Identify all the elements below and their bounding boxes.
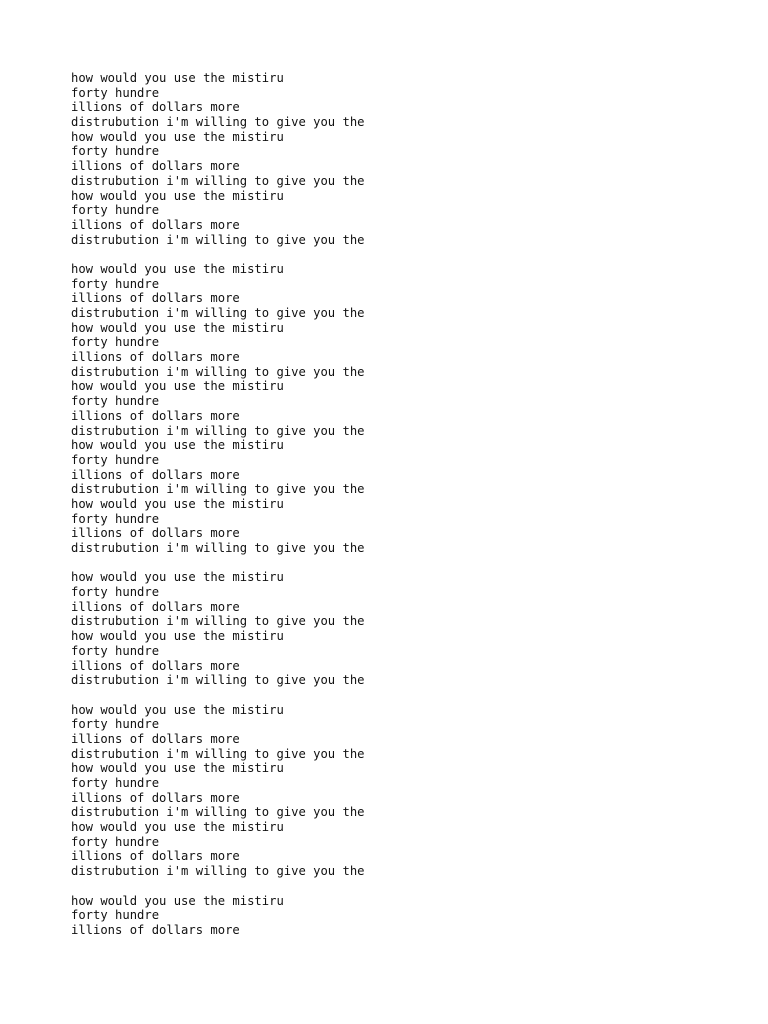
text-line: forty hundre <box>71 643 160 658</box>
text-line: how would you use the mistiru <box>71 761 284 776</box>
text-line: how would you use the mistiru <box>71 496 284 511</box>
text-line: how would you use the mistiru <box>71 702 284 717</box>
text-line: distrubution i'm willing to give you the <box>71 423 365 438</box>
text-block <box>71 894 711 938</box>
text-block <box>71 262 711 556</box>
text-line: forty hundre <box>71 717 160 732</box>
text-line: how would you use the mistiru <box>71 893 284 908</box>
text-line: illions of dollars more <box>71 467 240 482</box>
text-line: illions of dollars more <box>71 291 240 306</box>
text-line: forty hundre <box>71 203 160 218</box>
text-line: forty hundre <box>71 335 160 350</box>
text-line: how would you use the mistiru <box>71 71 284 85</box>
text-line: distrubution i'm willing to give you the <box>71 232 365 247</box>
text-line: forty hundre <box>71 452 160 467</box>
text-line: forty hundre <box>71 776 160 790</box>
document-page <box>71 71 711 938</box>
text-line: illions of dollars more <box>71 100 240 115</box>
text-line: forty hundre <box>71 511 160 526</box>
text-line: how would you use the mistiru <box>71 438 284 453</box>
text-line: how would you use the mistiru <box>71 188 284 203</box>
paragraph-gap <box>71 688 711 703</box>
text-line: distrubution i'm willing to give you the <box>71 482 365 497</box>
text-line: distrubution i'm willing to give you the <box>71 173 365 188</box>
text-block <box>71 703 711 879</box>
text-line: how would you use the mistiru <box>71 129 284 144</box>
text-line: how would you use the mistiru <box>71 820 284 835</box>
text-line: forty hundre <box>71 585 160 600</box>
text-line: illions of dollars more <box>71 731 240 746</box>
text-line: distrubution i'm willing to give you the <box>71 673 365 688</box>
text-line: forty hundre <box>71 85 160 100</box>
text-line: illions of dollars more <box>71 159 240 174</box>
paragraph-gap <box>71 247 711 262</box>
text-line: forty hundre <box>71 276 160 291</box>
text-line: illions of dollars more <box>71 526 240 541</box>
text-line: illions of dollars more <box>71 350 240 365</box>
text-line: how would you use the mistiru <box>71 629 284 644</box>
paragraph-gap <box>71 879 711 894</box>
text-line: forty hundre <box>71 144 160 159</box>
text-line: how would you use the mistiru <box>71 320 284 335</box>
text-line: illions of dollars more <box>71 922 240 937</box>
text-block <box>71 71 711 247</box>
text-line: forty hundre <box>71 394 160 409</box>
text-line: distrubution i'm willing to give you the <box>71 364 365 379</box>
text-line: how would you use the mistiru <box>71 570 284 585</box>
text-line: distrubution i'm willing to give you the <box>71 115 365 130</box>
text-line: distrubution i'm willing to give you the <box>71 541 365 555</box>
text-line: distrubution i'm willing to give you the <box>71 864 365 879</box>
text-line: illions of dollars more <box>71 849 240 864</box>
text-line: forty hundre <box>71 834 160 849</box>
text-line: illions of dollars more <box>71 658 240 673</box>
text-line: forty hundre <box>71 908 160 923</box>
text-line: illions of dollars more <box>71 408 240 423</box>
text-block <box>71 570 711 688</box>
text-line: distrubution i'm willing to give you the <box>71 614 365 629</box>
text-line: illions of dollars more <box>71 217 240 232</box>
text-line: distrubution i'm willing to give you the <box>71 746 365 761</box>
text-line: illions of dollars more <box>71 790 240 805</box>
text-line: distrubution i'm willing to give you the <box>71 306 365 320</box>
text-line: distrubution i'm willing to give you the <box>71 805 365 820</box>
text-line: how would you use the mistiru <box>71 261 284 276</box>
paragraph-gap <box>71 556 711 571</box>
text-line: how would you use the mistiru <box>71 379 284 394</box>
text-line: illions of dollars more <box>71 599 240 614</box>
